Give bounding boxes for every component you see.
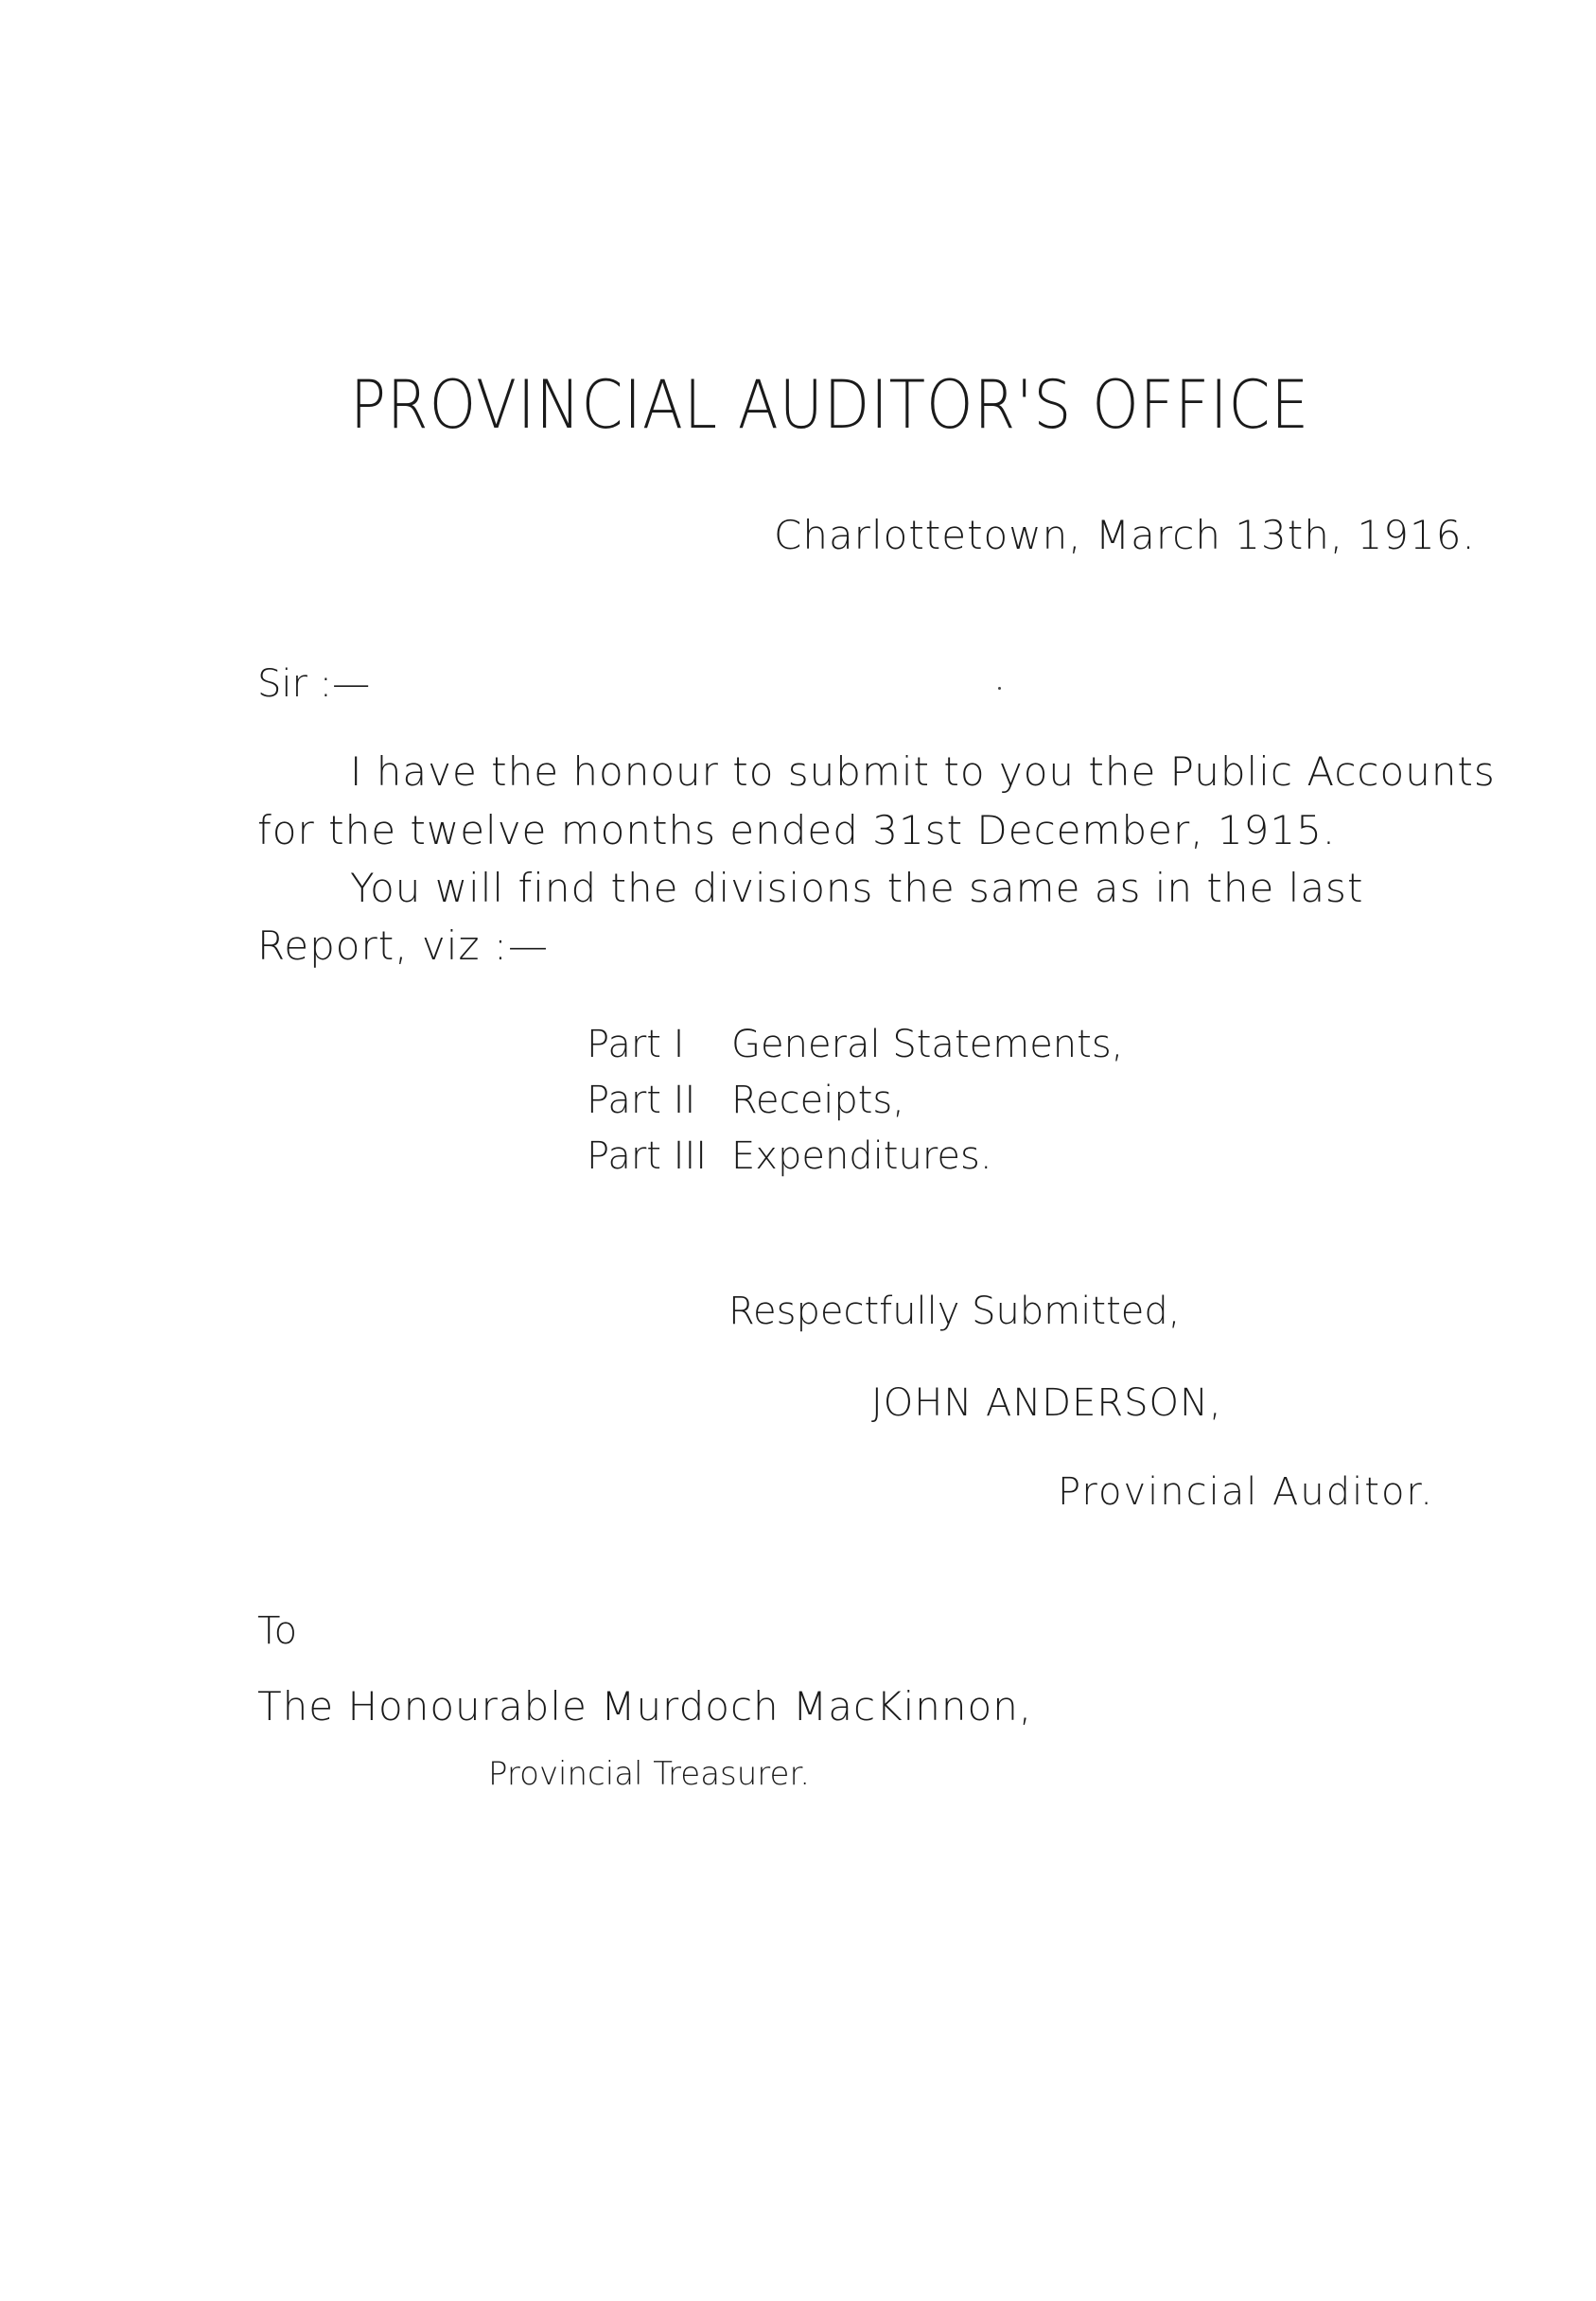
paragraph-line: I have the honour to submit to you the Public Accounts (350, 748, 1496, 795)
addressee-name: The Honourable Murdoch MacKinnon, (257, 1683, 1033, 1730)
paragraph-line: Report, viz :— (257, 922, 549, 969)
signer-title: Provincial Auditor. (1058, 1470, 1434, 1514)
part-title: General Statements, (731, 1023, 1124, 1066)
part-item (587, 1129, 1123, 1185)
parts-list (587, 1017, 1123, 1185)
to-label: To (257, 1609, 298, 1653)
place-and-date: Charlottetown, March 13th, 1916. (774, 512, 1476, 558)
part-label: Part I (587, 1023, 685, 1066)
salutation: Sir :— (257, 662, 371, 706)
part-label: Part III (587, 1134, 708, 1178)
part-label: Part II (587, 1079, 696, 1122)
part-item (587, 1073, 1123, 1129)
addressee-title: Provincial Treasurer. (488, 1755, 811, 1793)
ink-speck (998, 687, 1001, 690)
part-title: Expenditures. (731, 1134, 992, 1178)
signer-name: JOHN ANDERSON, (871, 1381, 1222, 1425)
paragraph-line: for the twelve months ended 31st December, 1915. (257, 807, 1337, 853)
paragraph-line: You will find the divisions the same as in the last (350, 865, 1364, 911)
office-heading: PROVINCIAL AUDITOR'S OFFICE (350, 366, 1310, 444)
closing: Respectfully Submitted, (728, 1290, 1181, 1333)
part-title: Receipts, (731, 1079, 904, 1122)
part-item (587, 1017, 1123, 1073)
